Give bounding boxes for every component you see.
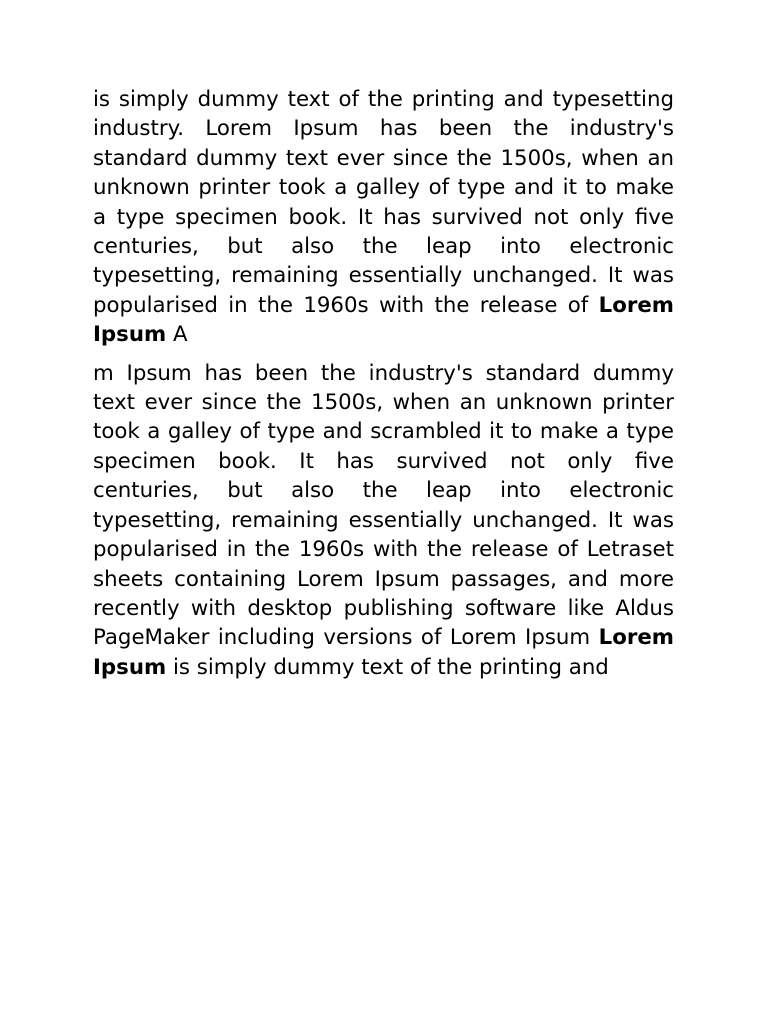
paragraph-1-text: is simply dummy text of the printing and typesetting industry. Lorem Ipsum has been the industry's standard dummy text ever since the 1500s, when an unknown printer took a galley of type and it to make a type specimen book. It has survived not only five centuries, but also the leap into electronic typesetting, remaining essentially unchanged. It was popularised in the 1960s with the release of <box>93 87 674 318</box>
paragraph-2 <box>93 359 674 682</box>
paragraph-1-bold-text: Lorem Ipsum <box>93 292 674 348</box>
paragraph-1-trailing-text: A <box>166 322 188 348</box>
paragraph-1 <box>93 85 674 350</box>
paragraph-2-trailing-text: is simply dummy text of the printing and <box>166 654 609 680</box>
paragraph-2-text: m Ipsum has been the industry's standard dummy text ever since the 1500s, when an unknown printer took a galley of type and scrambled it to make a type specimen book. It has survived not only five centuries, but also the leap into electronic typesetting, remaining essentially unchanged. It was popularised in the 1960s with the release of Letraset sheets containing Lorem Ipsum passages, and more recently with desktop publishing software like Aldus PageMaker including versions of Lorem Ipsum <box>93 360 674 651</box>
document-body <box>93 85 674 682</box>
paragraph-2-bold-text: Lorem Ipsum <box>93 625 674 680</box>
